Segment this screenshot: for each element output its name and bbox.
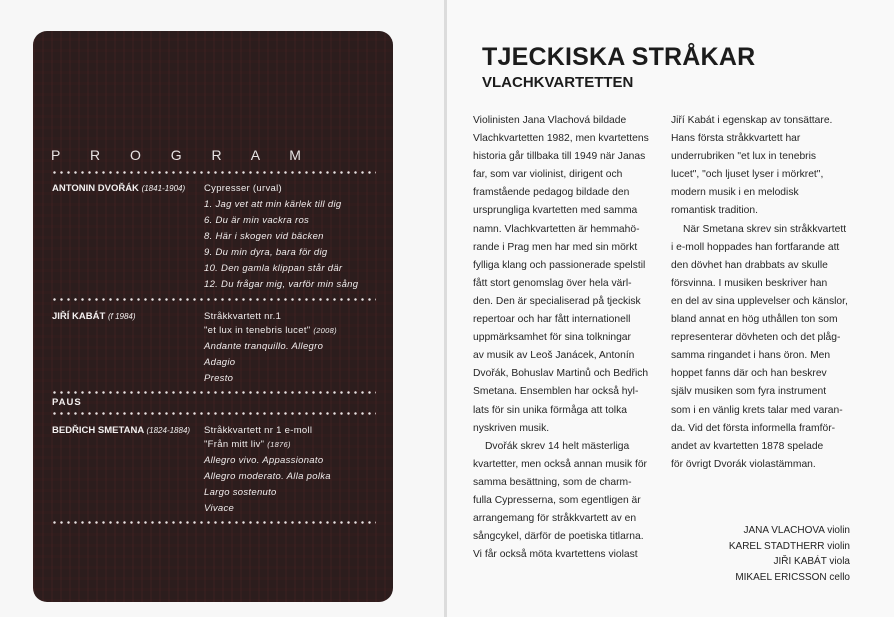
text-line: samma ringandet i hans öron. Men — [671, 350, 831, 362]
performer-credit: JIŘI KABÁT viola — [773, 556, 850, 567]
text-line: kvartetter, men också annan musik för — [473, 458, 647, 470]
movement: Largo sostenuto — [204, 487, 277, 498]
composer-years: (1824-1884) — [146, 426, 191, 435]
text-line: underrubriken "et lux in tenebris — [671, 151, 817, 163]
dotted-divider — [51, 391, 376, 394]
movement: Vivace — [204, 503, 235, 514]
composer-kabat — [52, 311, 136, 322]
text-line: far, som var violinist, dirigent och — [473, 169, 623, 181]
composer-smetana — [52, 425, 190, 436]
program-heading: P R O G R A M — [51, 147, 314, 163]
song-item: 10. Den gamla klippan står där — [204, 263, 343, 274]
text-line: representerar dövheten och det plåg- — [671, 332, 841, 344]
text-line: lucet", "och ljuset lyser i mörkret", — [671, 169, 824, 181]
dotted-divider — [51, 412, 376, 415]
text-line: modern musik i en melodisk — [671, 187, 799, 199]
article-subtitle: VLACHKVARTETTEN — [482, 74, 634, 91]
text-line: den dövhet han drabbats av skulle — [671, 259, 828, 271]
text-line: fulla Cypresserna, som egentligen är — [473, 494, 641, 506]
text-line: Dvořák skrev 14 helt mästerliga — [485, 440, 630, 452]
composer-name: ANTONIN DVOŘÁK — [52, 183, 139, 194]
composer-years: (f 1984) — [107, 312, 136, 321]
work-subtitle: "Från mitt liv" (1876) — [204, 439, 291, 450]
text-line: ursprungliga kvartetten med samma — [473, 205, 638, 217]
movement: Andante tranquillo. Allegro — [204, 341, 324, 352]
movement: Presto — [204, 373, 234, 384]
text-line: för övrigt Dvorák violastämman. — [671, 458, 816, 470]
song-item: 8. Här i skogen vid bäcken — [204, 231, 324, 242]
text-line: försvinna. I musiken beskriver han — [671, 277, 828, 289]
performer-credit: JANA VLACHOVA violin — [743, 525, 850, 536]
dotted-divider — [51, 171, 376, 174]
text-line: i e-moll hoppades han fortfarande att — [671, 241, 840, 253]
composer-dvorak — [52, 183, 185, 194]
text-line: den. Den är specialiserad på tjeckisk — [473, 295, 641, 307]
text-line: rande i Prag men har med sin mörkt — [473, 241, 638, 253]
article-column-right — [671, 112, 881, 474]
movement: Adagio — [204, 357, 236, 368]
text-line: andet av kvartetten 1878 spelade — [671, 440, 824, 452]
text-line: repertoar och har fått internationell — [473, 314, 631, 326]
text-line: När Smetana skrev sin stråkkvartett — [683, 223, 847, 235]
text-line: da. Vid det första informella framför- — [671, 422, 836, 434]
text-line: själv musiken som fyra instrument — [671, 386, 827, 398]
text-line: Violinisten Jana Vlachová bildade — [473, 115, 627, 126]
text-line: hoppet fanns där och han beskrev — [671, 368, 827, 380]
text-line: lats för sin unika förmåga att tolka — [473, 404, 627, 416]
text-line: arrangemang för stråkkvartett av en — [473, 513, 637, 525]
text-line: bland annat en hög uthållen ton som — [671, 314, 838, 326]
song-item: 12. Du frågar mig, varför min sång — [204, 279, 359, 290]
dotted-divider — [51, 298, 376, 301]
performer-credit: KAREL STADTHERR violin — [728, 540, 850, 552]
performer-credits — [660, 523, 850, 585]
movement: Allegro moderato. Alla polka — [204, 471, 331, 482]
article-title: TJECKISKA STRÅKAR — [482, 43, 756, 71]
work-subtitle: "et lux in tenebris lucet" (2008) — [204, 325, 337, 336]
song-item: 1. Jag vet att min kärlek till dig — [204, 199, 342, 210]
composer-name: BEDŘICH SMETANA — [52, 425, 144, 436]
song-item: 9. Du min dyra, bara för dig — [204, 247, 328, 258]
song-item: 6. Du är min vackra ros — [204, 215, 310, 226]
work-title: Stråkkvartett nr.1 — [204, 311, 282, 322]
text-line: sångcykel, därför de poetiska titlarna. — [473, 531, 644, 543]
text-line: Vlachkvartetten 1982, men kvartettens — [473, 133, 649, 145]
performer-credit: MIKAEL ERICSSON cello — [735, 571, 850, 583]
text-line: Smetana. Ensemblen har också hyl- — [473, 386, 639, 398]
text-line: nyskriven musik. — [473, 422, 550, 434]
work-title: Cypresser (urval) — [204, 183, 282, 194]
text-line: framstående pedagog bildade den — [473, 187, 630, 199]
composer-years: (1841-1904) — [141, 184, 186, 193]
text-line: Hans första stråkkvartett har — [671, 133, 801, 145]
article-column-left — [473, 112, 683, 564]
composer-name: JIŘÍ KABÁT — [52, 311, 106, 322]
text-line: romantisk tradition. — [671, 205, 758, 217]
text-line: fått stort genomslag över hela värl- — [473, 277, 632, 289]
text-line: fylliga klang och passionerade spelstil — [473, 259, 646, 271]
text-line: historia går tillbaka till 1949 när Janas — [473, 151, 646, 163]
movement: Allegro vivo. Appassionato — [204, 455, 324, 466]
work-title: Stråkkvartett nr 1 e-moll — [204, 425, 313, 436]
text-line: Dvořák, Bohuslav Martinů och Bedřich — [473, 368, 649, 380]
text-line: en del av sina upplevelser och känslor, — [671, 295, 848, 307]
text-line: av musik av Leoš Janácek, Antonín — [473, 350, 635, 362]
text-line: uppmärksamhet för sina tolkningar — [473, 332, 631, 344]
text-line: namn. Vlachkvartetten är hemmahö- — [473, 223, 640, 235]
text-line: samma besättning, som de charm- — [473, 476, 632, 488]
text-line: Vi får också möta kvartettens violast — [473, 549, 638, 561]
dotted-divider — [51, 521, 376, 524]
text-line: Jiří Kabát i egenskap av tonsättare. — [671, 115, 833, 126]
text-line: som i en vänlig krets talar med varan- — [671, 404, 843, 416]
intermission-label: PAUS — [52, 397, 82, 408]
